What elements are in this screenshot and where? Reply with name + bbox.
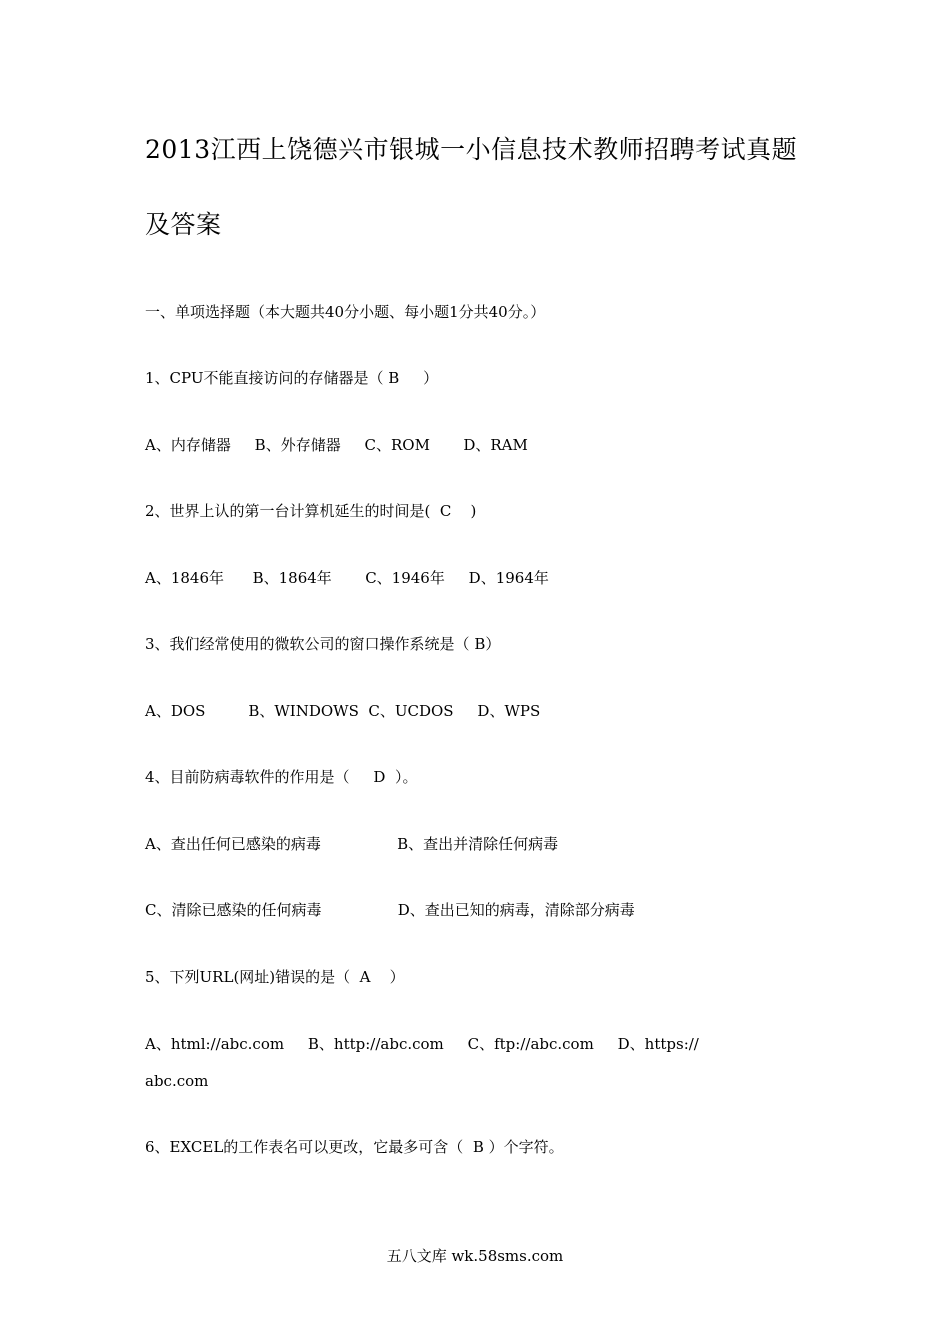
question-5-options-row-2: abc.com [145, 1072, 209, 1090]
question-4-options-row-1: A、查出任何已感染的病毒 B、查出并清除任何病毒 [145, 835, 559, 853]
question-3-options: A、DOS B、WINDOWS C、UCDOS D、WPS [145, 702, 541, 720]
question-3-stem: 3、我们经常使用的微软公司的窗口操作系统是（ B） [145, 635, 501, 653]
document-title-line-1: 2013江西上饶德兴市银城一小信息技术教师招聘考试真题 [145, 135, 798, 164]
question-5-options-row-1: A、html://abc.com B、http://abc.com C、ftp://abc.com D、https:// [145, 1035, 699, 1053]
question-1-stem: 1、CPU不能直接访问的存储器是（ B ） [145, 369, 439, 387]
question-4-stem: 4、目前防病毒软件的作用是（ D ）。 [145, 768, 418, 786]
question-1-options: A、内存储器 B、外存储器 C、ROM D、RAM [145, 436, 528, 454]
question-6-stem: 6、EXCEL的工作表名可以更改，它最多可含（ B ）个字符。 [145, 1138, 564, 1156]
question-5-stem: 5、下列URL(网址)错误的是（ A ） [145, 968, 405, 986]
page-footer: 五八文库 wk.58sms.com [386, 1247, 564, 1265]
question-2-stem: 2、世界上认的第一台计算机延生的时间是( C ) [145, 502, 477, 520]
question-2-options: A、1846年 B、1864年 C、1946年 D、1964年 [145, 569, 549, 587]
question-4-options-row-2: C、清除已感染的任何病毒 D、查出已知的病毒，清除部分病毒 [145, 901, 635, 919]
section-heading: 一、单项选择题（本大题共40分小题、每小题1分共40分。） [145, 303, 546, 321]
document-title-line-2: 及答案 [145, 210, 222, 239]
